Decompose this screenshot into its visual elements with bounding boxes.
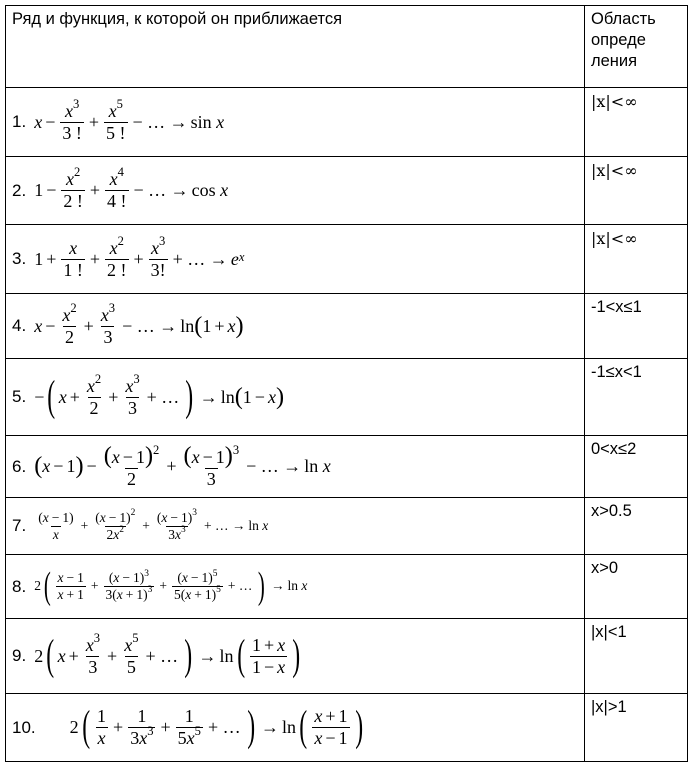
formula-lnx-a: ( x − 1 ) − $\frac{(x - 1)^2}{2}$ + $\frac{(x - 1)^3}{3}$ − … → ln x (34, 441, 331, 489)
table-row (6, 294, 688, 359)
row-number: 5. (12, 387, 27, 406)
series-cell (6, 555, 585, 619)
row-number: 8. (12, 576, 27, 596)
formula-ln1mx: − ( x + $\frac{x^2}{2}$ + $\frac{x^3}{3}$ + … ) → ln ( 1 − x ) (34, 371, 285, 420)
table-row (6, 436, 688, 498)
series-cell (6, 359, 585, 436)
table-row (6, 498, 688, 555)
domain-cell: -1<x≤1 (585, 294, 688, 359)
series-cell (6, 225, 585, 294)
formula-lnx-b: $\frac{(x - 1)}{x}$ + $\frac{(x - 1)^2}{2x^2}$ + $\frac{(x - 1)^3}{3x^3}$ + … → ln x (38, 508, 269, 542)
formula-cos: 1 − $\frac{x^2}{2 !}$ + $\frac{x^4}{4 !}$ − … → cos x (34, 165, 229, 211)
series-cell (6, 88, 585, 157)
series-cell (6, 294, 585, 359)
domain-cell: |x|<1 (585, 619, 688, 694)
header-domain-line: опреде (591, 31, 646, 49)
domain-cell: |x|>1 (585, 694, 688, 762)
series-cell (6, 619, 585, 694)
header-domain-line: Область (591, 10, 656, 28)
domain-cell: x>0 (585, 555, 688, 619)
domain-cell (585, 225, 688, 294)
domain-value: |x|<∞ (591, 92, 638, 111)
table-row (6, 225, 688, 294)
row-number: 7. (12, 516, 27, 535)
table-row (6, 157, 688, 225)
series-cell (6, 694, 585, 762)
formula-lnx-c: 2 ( $\frac{x - 1}{x + 1}$ + $\frac{(x - 1)^3}{3(x + 1)^3}$ + $\frac{(x - 1)^5}{5(x + 1)^5}$ + … ) → ln x (34, 565, 308, 608)
domain-cell: -1≤x<1 (585, 359, 688, 436)
domain-cell: x>0.5 (585, 498, 688, 555)
domain-cell (585, 88, 688, 157)
series-cell (6, 436, 585, 498)
domain-value: |x|<∞ (591, 161, 638, 180)
row-number: 9. (12, 646, 27, 665)
row-number: 2. (12, 180, 27, 200)
formula-ln-ratio-b: 2 ( $\frac{1}{x}$ + $\frac{1}{3x^3}$ + $\frac{1}{5x^5}$ + … ) → ln ( $\frac{x + 1}{x - 1}$ ) (69, 703, 363, 751)
header-row (6, 6, 688, 88)
domain-cell (585, 157, 688, 225)
domain-value: |x|<∞ (591, 229, 638, 248)
formula-sin: x − $\frac{x^3}{3 !}$ + $\frac{x^5}{5 !}$ − … → sin x (34, 96, 225, 143)
series-table (5, 5, 688, 762)
series-cell (6, 498, 585, 555)
table-row (6, 88, 688, 157)
row-number: 10. (12, 717, 36, 737)
header-series: Ряд и функция, к которой он приближается (6, 6, 585, 88)
header-domain (585, 6, 688, 88)
table-row (6, 694, 688, 762)
formula-exp: 1 + $\frac{x}{1 !}$ + $\frac{x^2}{2 !}$ + $\frac{x^3}{3!}$ + … → e $^x$ (34, 233, 245, 280)
row-number: 1. (12, 112, 27, 131)
formula-ln1px: x − $\frac{x^2}{2}$ + $\frac{x^3}{3}$ − … → ln ( 1 + x ) (34, 300, 244, 347)
table-row (6, 359, 688, 436)
series-cell (6, 157, 585, 225)
table-row (6, 619, 688, 694)
header-domain-line: ления (591, 52, 638, 70)
domain-cell: 0<x≤2 (585, 436, 688, 498)
row-number: 4. (12, 316, 27, 335)
formula-ln-ratio-a: 2 ( x + $\frac{x^3}{3}$ + $\frac{x^5}{5}$ + … ) → ln ( $\frac{1 + x}{1 - x}$ ) (34, 630, 301, 679)
row-number: 6. (12, 456, 27, 476)
table-row (6, 555, 688, 619)
row-number: 3. (12, 249, 27, 268)
